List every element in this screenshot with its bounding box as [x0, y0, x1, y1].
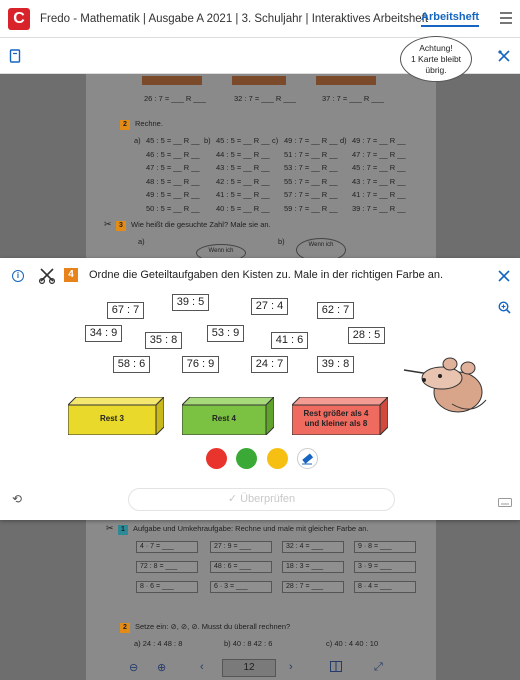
bottom-task-2-heading: [120, 622, 290, 633]
page-number-input[interactable]: 12: [222, 659, 276, 677]
hamburger-menu-icon[interactable]: [500, 12, 512, 24]
task-3-heading: [104, 219, 271, 231]
equation-box: 3 · 9 = ___: [354, 561, 416, 573]
fullscreen-icon[interactable]: ⤢: [374, 661, 383, 673]
keyboard-icon[interactable]: [498, 494, 512, 512]
box-label: Rest 4: [211, 414, 236, 423]
bottom-task-2-c: c) 40 : 4 40 : 10: [326, 639, 379, 648]
bottom-task-1-heading: [106, 523, 369, 535]
scissors-icon: [38, 266, 56, 289]
task-number-badge: 3: [116, 221, 126, 231]
equation-box: 6 · 3 = ___: [210, 581, 272, 593]
zoom-in-icon[interactable]: ⊕: [157, 662, 167, 674]
col-b-label: b): [204, 136, 211, 145]
equation-box: 8 · 6 = ___: [136, 581, 198, 593]
equation-box: 18 : 3 = ___: [282, 561, 344, 573]
division-row-2: 37 : 7 = ___ R ___: [322, 94, 384, 103]
division-card[interactable]: 28 : 5: [348, 327, 385, 344]
info-icon[interactable]: i: [12, 270, 24, 282]
task-3-a: a): [138, 237, 145, 246]
equation-box: 8 · 4 = ___: [354, 581, 416, 593]
check-icon: ✓: [227, 493, 241, 505]
tab-arbeitsheft[interactable]: Arbeitsheft: [421, 11, 479, 27]
division-card[interactable]: 24 : 7: [251, 356, 288, 373]
check-button[interactable]: ✓ Überprüfen: [128, 488, 395, 511]
division-card[interactable]: 41 : 6: [271, 332, 308, 349]
col-b: 45 : 5 = __ R __ 44 : 5 = __ R __ 43 : 5 = __ R __ 42 : 5 = __ R __ 41 : 5 = __ R __ 40 : 5 = __ R __: [216, 136, 270, 213]
division-card[interactable]: 58 : 6: [113, 356, 150, 373]
thought-bubble-b: Wenn ich: [296, 238, 346, 262]
col-d-label: d): [340, 136, 347, 145]
task-title: Rechne.: [135, 119, 163, 128]
division-card[interactable]: 35 : 8: [145, 332, 182, 349]
cornelsen-logo[interactable]: C: [8, 8, 30, 30]
col-a: 45 : 5 = __ R __ 46 : 5 = __ R __ 47 : 5 = __ R __ 48 : 5 = __ R __ 49 : 5 = __ R __ 50 : 5 = __ R __: [146, 136, 200, 213]
division-card[interactable]: 62 : 7: [317, 302, 354, 319]
division-row-0: 26 : 7 = ___ R ___: [144, 94, 206, 103]
tools-icon[interactable]: [497, 49, 511, 63]
task-title: Wie heißt die gesuchte Zahl? Male sie an.: [131, 220, 271, 229]
equation-box: 4 · 7 = ___: [136, 541, 198, 553]
bottom-task-2-b: b) 40 : 8 42 : 6: [224, 639, 273, 648]
col-a-label: a): [134, 136, 141, 145]
equation-box: 48 : 6 = ___: [210, 561, 272, 573]
color-yellow-button[interactable]: [267, 448, 288, 469]
task-instruction: Ordne die Geteiltaufgaben den Kisten zu. Male in der richtigen Farbe an.: [89, 269, 444, 281]
next-page-icon[interactable]: ›: [289, 661, 293, 673]
division-row-1: 32 : 7 = ___ R ___: [234, 94, 296, 103]
equation-box: 28 : 7 = ___: [282, 581, 344, 593]
refresh-icon[interactable]: ⟲: [12, 492, 23, 506]
division-card[interactable]: 76 : 9: [182, 356, 219, 373]
col-c: 49 : 7 = __ R __ 51 : 7 = __ R __ 53 : 7 = __ R __ 55 : 7 = __ R __ 57 : 7 = __ R __ 59 : 7 = __ R __: [284, 136, 338, 213]
task-2-heading: [120, 119, 163, 130]
equation-box: 72 : 8 = ___: [136, 561, 198, 573]
color-green-button[interactable]: [236, 448, 257, 469]
book-title: Fredo - Mathematik | Ausgabe A 2021 | 3. Schuljahr | Interaktives Arbeitsheft: [40, 12, 429, 25]
equation-box: 27 : 9 = ___: [210, 541, 272, 553]
col-c-label: c): [272, 136, 279, 145]
app-header: [0, 0, 520, 38]
task-number-badge: 4: [64, 268, 78, 282]
division-card[interactable]: 27 : 4: [251, 298, 288, 315]
equation-box: 32 : 4 = ___: [282, 541, 344, 553]
bottom-task-2-a: a) 24 : 4 48 : 8: [134, 639, 183, 648]
division-card[interactable]: 34 : 9: [85, 325, 122, 342]
division-card[interactable]: 39 : 8: [317, 356, 354, 373]
close-icon[interactable]: [498, 269, 510, 287]
color-red-button[interactable]: [206, 448, 227, 469]
cube-illustrations: [142, 76, 382, 86]
task-number-badge: 2: [120, 623, 130, 633]
division-card[interactable]: 67 : 7: [107, 302, 144, 319]
speech-bubble: Achtung! 1 Karte bleibt übrig.: [400, 36, 472, 82]
equation-box: 9 · 8 = ___: [354, 541, 416, 553]
bookmark-icon[interactable]: [8, 49, 22, 63]
box-label: Rest größer als 4 und kleiner als 8: [303, 409, 369, 428]
scissors-icon: ✂: [106, 523, 114, 533]
scissors-icon: ✂: [104, 219, 112, 229]
task-3-b: b): [278, 237, 285, 246]
task-title: Setze ein: ⊘, ⊘, ⊘. Musst du überall rechnen?: [135, 622, 291, 631]
eraser-button[interactable]: [297, 448, 318, 469]
task-title: Aufgabe und Umkehraufgabe: Rechne und male mit gleicher Farbe an.: [133, 524, 369, 533]
col-d: 49 : 7 = __ R __ 47 : 7 = __ R __ 45 : 7 = __ R __ 43 : 7 = __ R __ 41 : 7 = __ R __ 39 : 7 = __ R __: [352, 136, 406, 213]
division-card[interactable]: 53 : 9: [207, 325, 244, 342]
zoom-out-icon[interactable]: ⊖: [129, 662, 139, 674]
thought-bubble-a: Wenn ich: [196, 244, 246, 262]
division-card[interactable]: 39 : 5: [172, 294, 209, 311]
two-page-view-icon[interactable]: [330, 661, 342, 675]
mascot-mouse: [402, 356, 492, 423]
box-label: Rest 3: [99, 414, 124, 423]
previous-page-icon[interactable]: ‹: [200, 661, 204, 673]
task-number-badge: 1: [118, 525, 128, 535]
task-number-badge: 2: [120, 120, 130, 130]
zoom-icon[interactable]: [498, 301, 511, 319]
